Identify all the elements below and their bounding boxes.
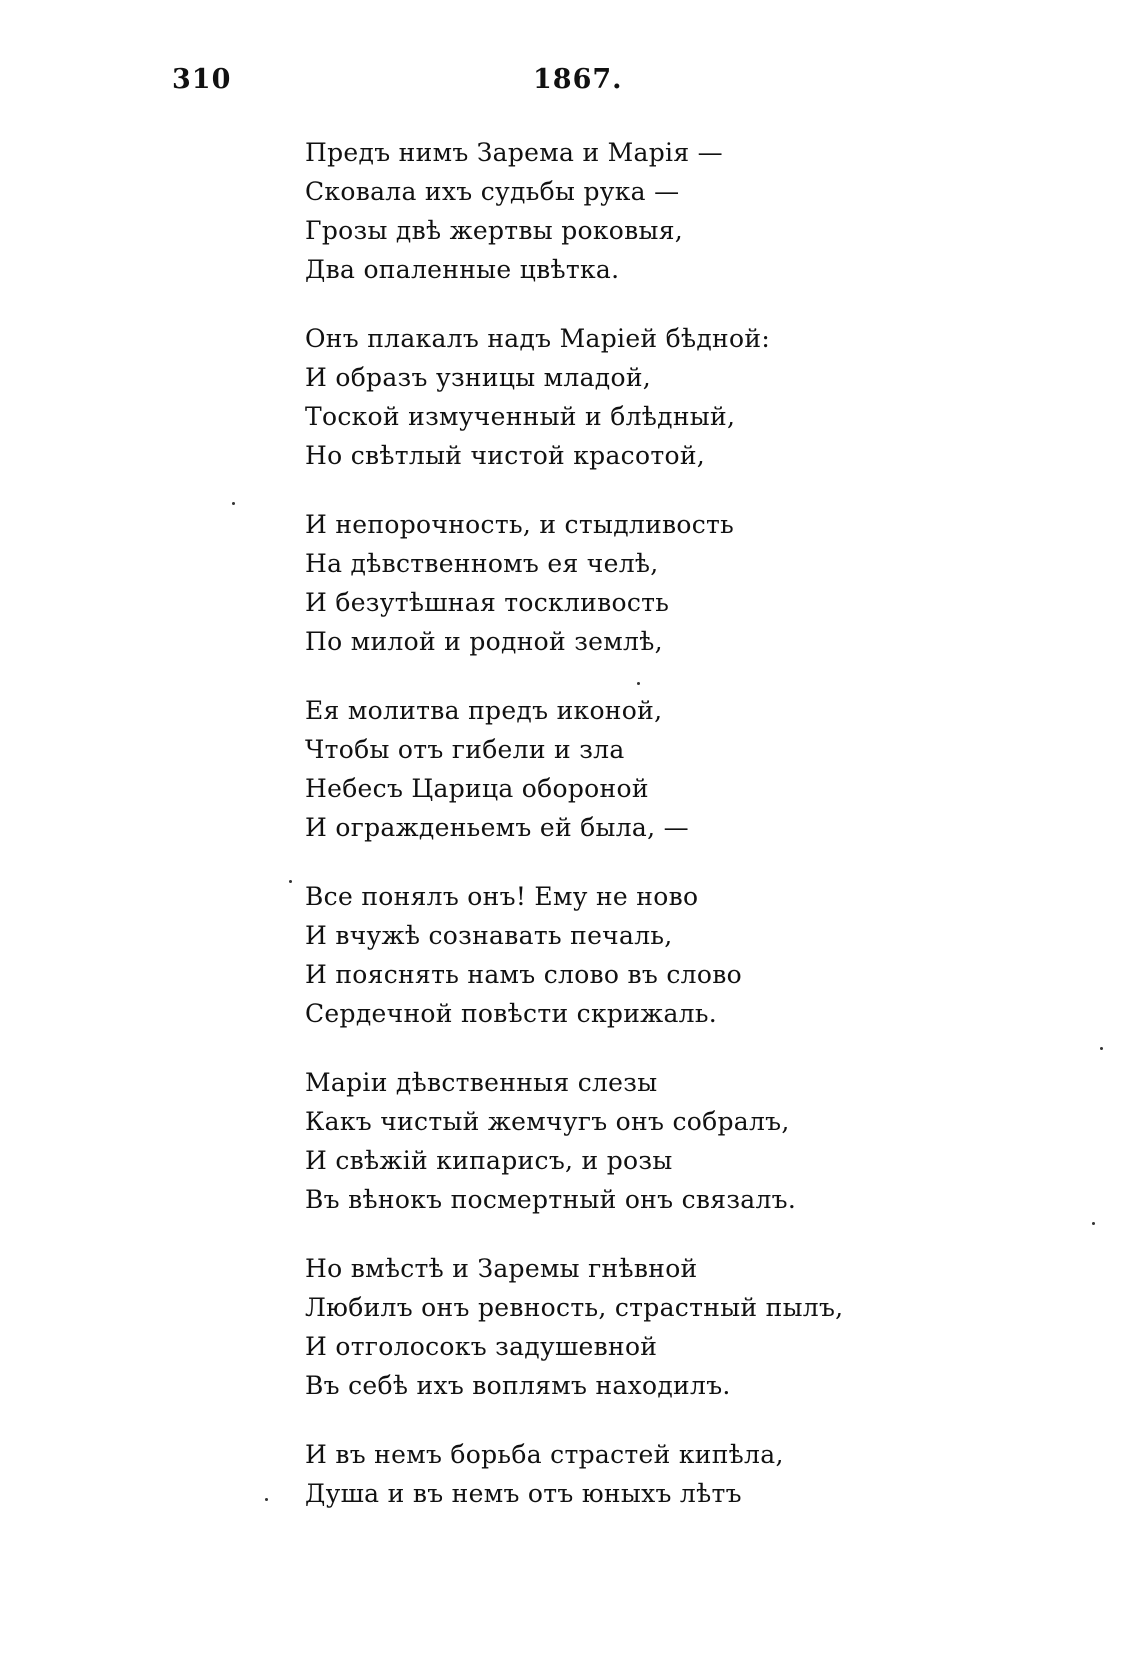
poem-body	[305, 133, 1025, 1543]
poem-line: Два опаленные цвѣтка.	[305, 255, 620, 284]
poem-line: Но свѣтлый чистой красотой,	[305, 441, 706, 470]
print-speck	[232, 502, 235, 505]
poem-line: Какъ чистый жемчугъ онъ собралъ,	[305, 1107, 790, 1136]
poem-line: Но вмѣстѣ и Заремы гнѣвной	[305, 1254, 698, 1283]
poem-line: Небесъ Царица обороной	[305, 774, 649, 803]
stanza	[305, 505, 1025, 661]
print-speck	[289, 880, 292, 883]
poem-line: И пояснять намъ слово въ слово	[305, 960, 742, 989]
poem-line: И образъ узницы младой,	[305, 363, 652, 392]
print-speck	[265, 1498, 268, 1501]
print-speck	[1092, 1222, 1095, 1225]
poem-line: Чтобы отъ гибели и зла	[305, 735, 625, 764]
poem-line: Любилъ онъ ревность, страстный пылъ,	[305, 1293, 844, 1322]
poem-line: И огражденьемъ ей была, —	[305, 813, 689, 842]
poem-line: Сердечной повѣсти скрижаль.	[305, 999, 718, 1028]
stanza	[305, 1249, 1025, 1405]
page-number: 310	[172, 64, 232, 95]
poem-line: Сковала ихъ судьбы рука —	[305, 177, 680, 206]
poem-line: Предъ нимъ Зарема и Марія —	[305, 138, 723, 167]
stanza	[305, 133, 1025, 289]
stanza	[305, 1063, 1025, 1219]
stanza	[305, 691, 1025, 847]
stanza	[305, 319, 1025, 475]
print-speck	[637, 682, 640, 685]
poem-line: Грозы двѣ жертвы роковыя,	[305, 216, 684, 245]
poem-line: Все понялъ онъ! Ему не ново	[305, 882, 699, 911]
poem-line: По милой и родной землѣ,	[305, 627, 663, 656]
poem-line: И свѣжій кипарисъ, и розы	[305, 1146, 673, 1175]
poem-line: Въ себѣ ихъ воплямъ находилъ.	[305, 1371, 731, 1400]
poem-line: Ея молитва предъ иконой,	[305, 696, 663, 725]
poem-line: И въ немъ борьба страстей кипѣла,	[305, 1440, 784, 1469]
poem-line: На дѣвственномъ ея челѣ,	[305, 549, 659, 578]
poem-line: И безутѣшная тоскливость	[305, 588, 670, 617]
poem-line: И непорочность, и стыдливость	[305, 510, 735, 539]
stanza	[305, 1435, 1025, 1513]
poem-line: Душа и въ немъ отъ юныхъ лѣтъ	[305, 1479, 742, 1508]
stanza	[305, 877, 1025, 1033]
poem-line: Маріи дѣвственныя слезы	[305, 1068, 658, 1097]
print-speck	[1100, 1047, 1103, 1050]
running-header-year: 1867.	[533, 64, 623, 95]
poem-line: Въ вѣнокъ посмертный онъ связалъ.	[305, 1185, 797, 1214]
poem-line: И отголосокъ задушевной	[305, 1332, 658, 1361]
poem-line: И вчужѣ сознавать печаль,	[305, 921, 673, 950]
poem-line: Тоской измученный и блѣдный,	[305, 402, 736, 431]
poem-line: Онъ плакалъ надъ Маріей бѣдной:	[305, 324, 771, 353]
